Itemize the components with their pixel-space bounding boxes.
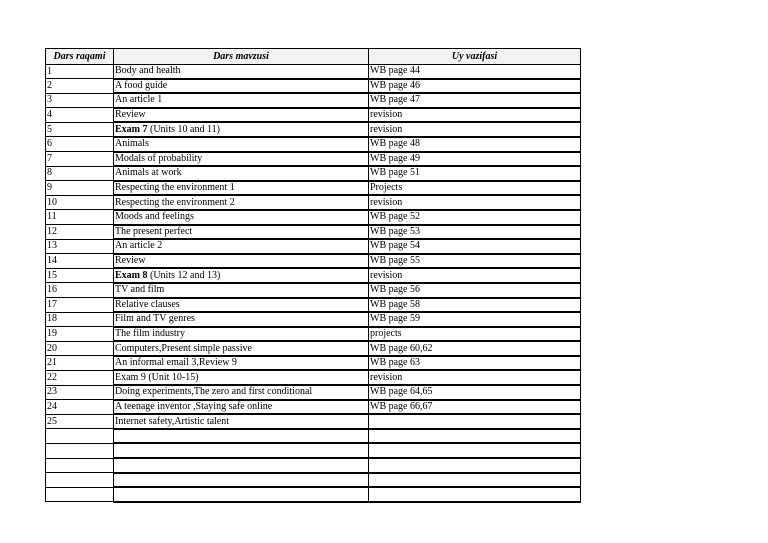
lesson-topic-cell: Animals at work bbox=[114, 166, 369, 181]
lesson-number-cell bbox=[46, 458, 114, 473]
table-row bbox=[46, 65, 581, 79]
exam-units: (Units 12 and 13) bbox=[147, 269, 221, 281]
table-row bbox=[46, 473, 581, 488]
lesson-topic-cell bbox=[114, 458, 369, 473]
lesson-number-cell: 21 bbox=[46, 356, 114, 371]
homework-cell: WB page 59 bbox=[369, 312, 581, 327]
lesson-topic-cell: Internet safety,Artistic talent bbox=[114, 414, 369, 429]
table-row bbox=[46, 283, 581, 298]
homework-cell: WB page 60,62 bbox=[369, 341, 581, 356]
homework-cell: WB page 46 bbox=[369, 79, 581, 94]
lesson-topic-cell bbox=[114, 443, 369, 458]
lesson-topic-cell: An article 1 bbox=[114, 93, 369, 108]
lesson-number-cell: 19 bbox=[46, 327, 114, 342]
lesson-topic-cell: A teenage inventor ,Staying safe online bbox=[114, 400, 369, 415]
homework-cell bbox=[369, 429, 581, 444]
lesson-topic-cell bbox=[114, 268, 369, 283]
table-row bbox=[46, 122, 581, 137]
lesson-number-cell: 25 bbox=[46, 414, 114, 429]
exam-title: Exam 7 bbox=[115, 123, 148, 135]
homework-cell: WB page 44 bbox=[369, 65, 581, 79]
homework-cell: WB page 66,67 bbox=[369, 400, 581, 415]
lesson-topic-cell: Review bbox=[114, 254, 369, 269]
homework-cell: revision bbox=[369, 122, 581, 137]
table-row bbox=[46, 268, 581, 283]
header-lesson-topic: Dars mavzusi bbox=[114, 49, 369, 65]
homework-cell: WB page 53 bbox=[369, 225, 581, 240]
lesson-number-cell: 23 bbox=[46, 385, 114, 400]
table-row bbox=[46, 152, 581, 167]
lesson-topic-cell bbox=[114, 122, 369, 137]
table-row bbox=[46, 254, 581, 269]
homework-cell: WB page 56 bbox=[369, 283, 581, 298]
table-row bbox=[46, 93, 581, 108]
lesson-number-cell: 13 bbox=[46, 239, 114, 254]
lesson-topic-cell: Respecting the environment 2 bbox=[114, 195, 369, 210]
homework-cell: revision bbox=[369, 195, 581, 210]
homework-cell: revision bbox=[369, 268, 581, 283]
lesson-topic-cell: Modals of probability bbox=[114, 152, 369, 167]
lesson-topic-cell: Film and TV genres bbox=[114, 312, 369, 327]
lesson-plan-sheet bbox=[45, 48, 581, 503]
homework-cell: projects bbox=[369, 327, 581, 342]
homework-cell: WB page 52 bbox=[369, 210, 581, 225]
lesson-number-cell: 2 bbox=[46, 79, 114, 94]
table-row bbox=[46, 210, 581, 225]
table-row bbox=[46, 181, 581, 196]
table-row bbox=[46, 195, 581, 210]
lesson-topic-cell bbox=[114, 473, 369, 488]
lesson-topic-cell: Computers,Present simple passive bbox=[114, 341, 369, 356]
table-row bbox=[46, 400, 581, 415]
homework-cell bbox=[369, 473, 581, 488]
table-row bbox=[46, 298, 581, 313]
lesson-topic-cell: Body and health bbox=[114, 65, 369, 79]
table-row bbox=[46, 166, 581, 181]
homework-cell: WB page 47 bbox=[369, 93, 581, 108]
homework-cell: WB page 48 bbox=[369, 137, 581, 152]
lesson-number-cell: 9 bbox=[46, 181, 114, 196]
lesson-topic-cell: Moods and feelings bbox=[114, 210, 369, 225]
lesson-number-cell: 18 bbox=[46, 312, 114, 327]
table-row bbox=[46, 487, 581, 502]
table-body bbox=[46, 65, 581, 502]
lesson-number-cell: 17 bbox=[46, 298, 114, 313]
lesson-number-cell: 12 bbox=[46, 225, 114, 240]
table-row bbox=[46, 108, 581, 123]
table-row bbox=[46, 414, 581, 429]
homework-cell: WB page 54 bbox=[369, 239, 581, 254]
table-row bbox=[46, 443, 581, 458]
lesson-topic-cell: Respecting the environment 1 bbox=[114, 181, 369, 196]
homework-cell: WB page 58 bbox=[369, 298, 581, 313]
table-row bbox=[46, 225, 581, 240]
lesson-topic-cell: The present perfect bbox=[114, 225, 369, 240]
table-row bbox=[46, 79, 581, 94]
homework-cell: WB page 64,65 bbox=[369, 385, 581, 400]
exam-title: Exam 8 bbox=[115, 269, 148, 281]
lesson-number-cell: 8 bbox=[46, 166, 114, 181]
table-row bbox=[46, 137, 581, 152]
lesson-number-cell: 14 bbox=[46, 254, 114, 269]
lesson-topic-cell bbox=[114, 487, 369, 502]
table-row bbox=[46, 341, 581, 356]
table-row bbox=[46, 370, 581, 385]
lesson-topic-cell: Doing experiments,The zero and first conditional bbox=[114, 385, 369, 400]
lesson-number-cell: 1 bbox=[46, 65, 114, 79]
lesson-number-cell bbox=[46, 429, 114, 444]
lesson-topic-cell: Exam 9 (Unit 10-15) bbox=[114, 370, 369, 385]
lesson-topic-cell: TV and film bbox=[114, 283, 369, 298]
table-row bbox=[46, 385, 581, 400]
lesson-number-cell bbox=[46, 487, 114, 502]
table-row bbox=[46, 429, 581, 444]
homework-cell bbox=[369, 458, 581, 473]
table-row bbox=[46, 239, 581, 254]
homework-cell: revision bbox=[369, 108, 581, 123]
table-row bbox=[46, 327, 581, 342]
lesson-number-cell: 5 bbox=[46, 122, 114, 137]
lesson-number-cell: 24 bbox=[46, 400, 114, 415]
lesson-plan-table bbox=[45, 48, 581, 503]
lesson-topic-cell: A food guide bbox=[114, 79, 369, 94]
lesson-number-cell: 11 bbox=[46, 210, 114, 225]
lesson-number-cell: 3 bbox=[46, 93, 114, 108]
lesson-topic-cell: Relative clauses bbox=[114, 298, 369, 313]
lesson-number-cell: 7 bbox=[46, 152, 114, 167]
homework-cell bbox=[369, 443, 581, 458]
table-row bbox=[46, 356, 581, 371]
lesson-topic-cell: The film industry bbox=[114, 327, 369, 342]
homework-cell: revision bbox=[369, 370, 581, 385]
lesson-topic-cell: An article 2 bbox=[114, 239, 369, 254]
homework-cell bbox=[369, 414, 581, 429]
homework-cell: WB page 63 bbox=[369, 356, 581, 371]
homework-cell: Projects bbox=[369, 181, 581, 196]
header-lesson-number: Dars raqami bbox=[46, 49, 114, 65]
lesson-number-cell: 20 bbox=[46, 341, 114, 356]
exam-units: (Units 10 and 11) bbox=[147, 123, 220, 135]
lesson-topic-cell: Animals bbox=[114, 137, 369, 152]
homework-cell: WB page 55 bbox=[369, 254, 581, 269]
lesson-number-cell: 4 bbox=[46, 108, 114, 123]
lesson-topic-cell: Review bbox=[114, 108, 369, 123]
lesson-topic-cell: An informal email 3,Review 9 bbox=[114, 356, 369, 371]
lesson-topic-cell bbox=[114, 429, 369, 444]
lesson-number-cell: 6 bbox=[46, 137, 114, 152]
homework-cell bbox=[369, 487, 581, 502]
table-row bbox=[46, 458, 581, 473]
lesson-number-cell: 15 bbox=[46, 268, 114, 283]
header-row bbox=[46, 49, 581, 65]
lesson-number-cell: 22 bbox=[46, 370, 114, 385]
lesson-number-cell: 16 bbox=[46, 283, 114, 298]
homework-cell: WB page 49 bbox=[369, 152, 581, 167]
table-row bbox=[46, 312, 581, 327]
homework-cell: WB page 51 bbox=[369, 166, 581, 181]
lesson-number-cell: 10 bbox=[46, 195, 114, 210]
lesson-number-cell bbox=[46, 473, 114, 488]
header-homework: Uy vazifasi bbox=[369, 49, 581, 65]
lesson-number-cell bbox=[46, 443, 114, 458]
